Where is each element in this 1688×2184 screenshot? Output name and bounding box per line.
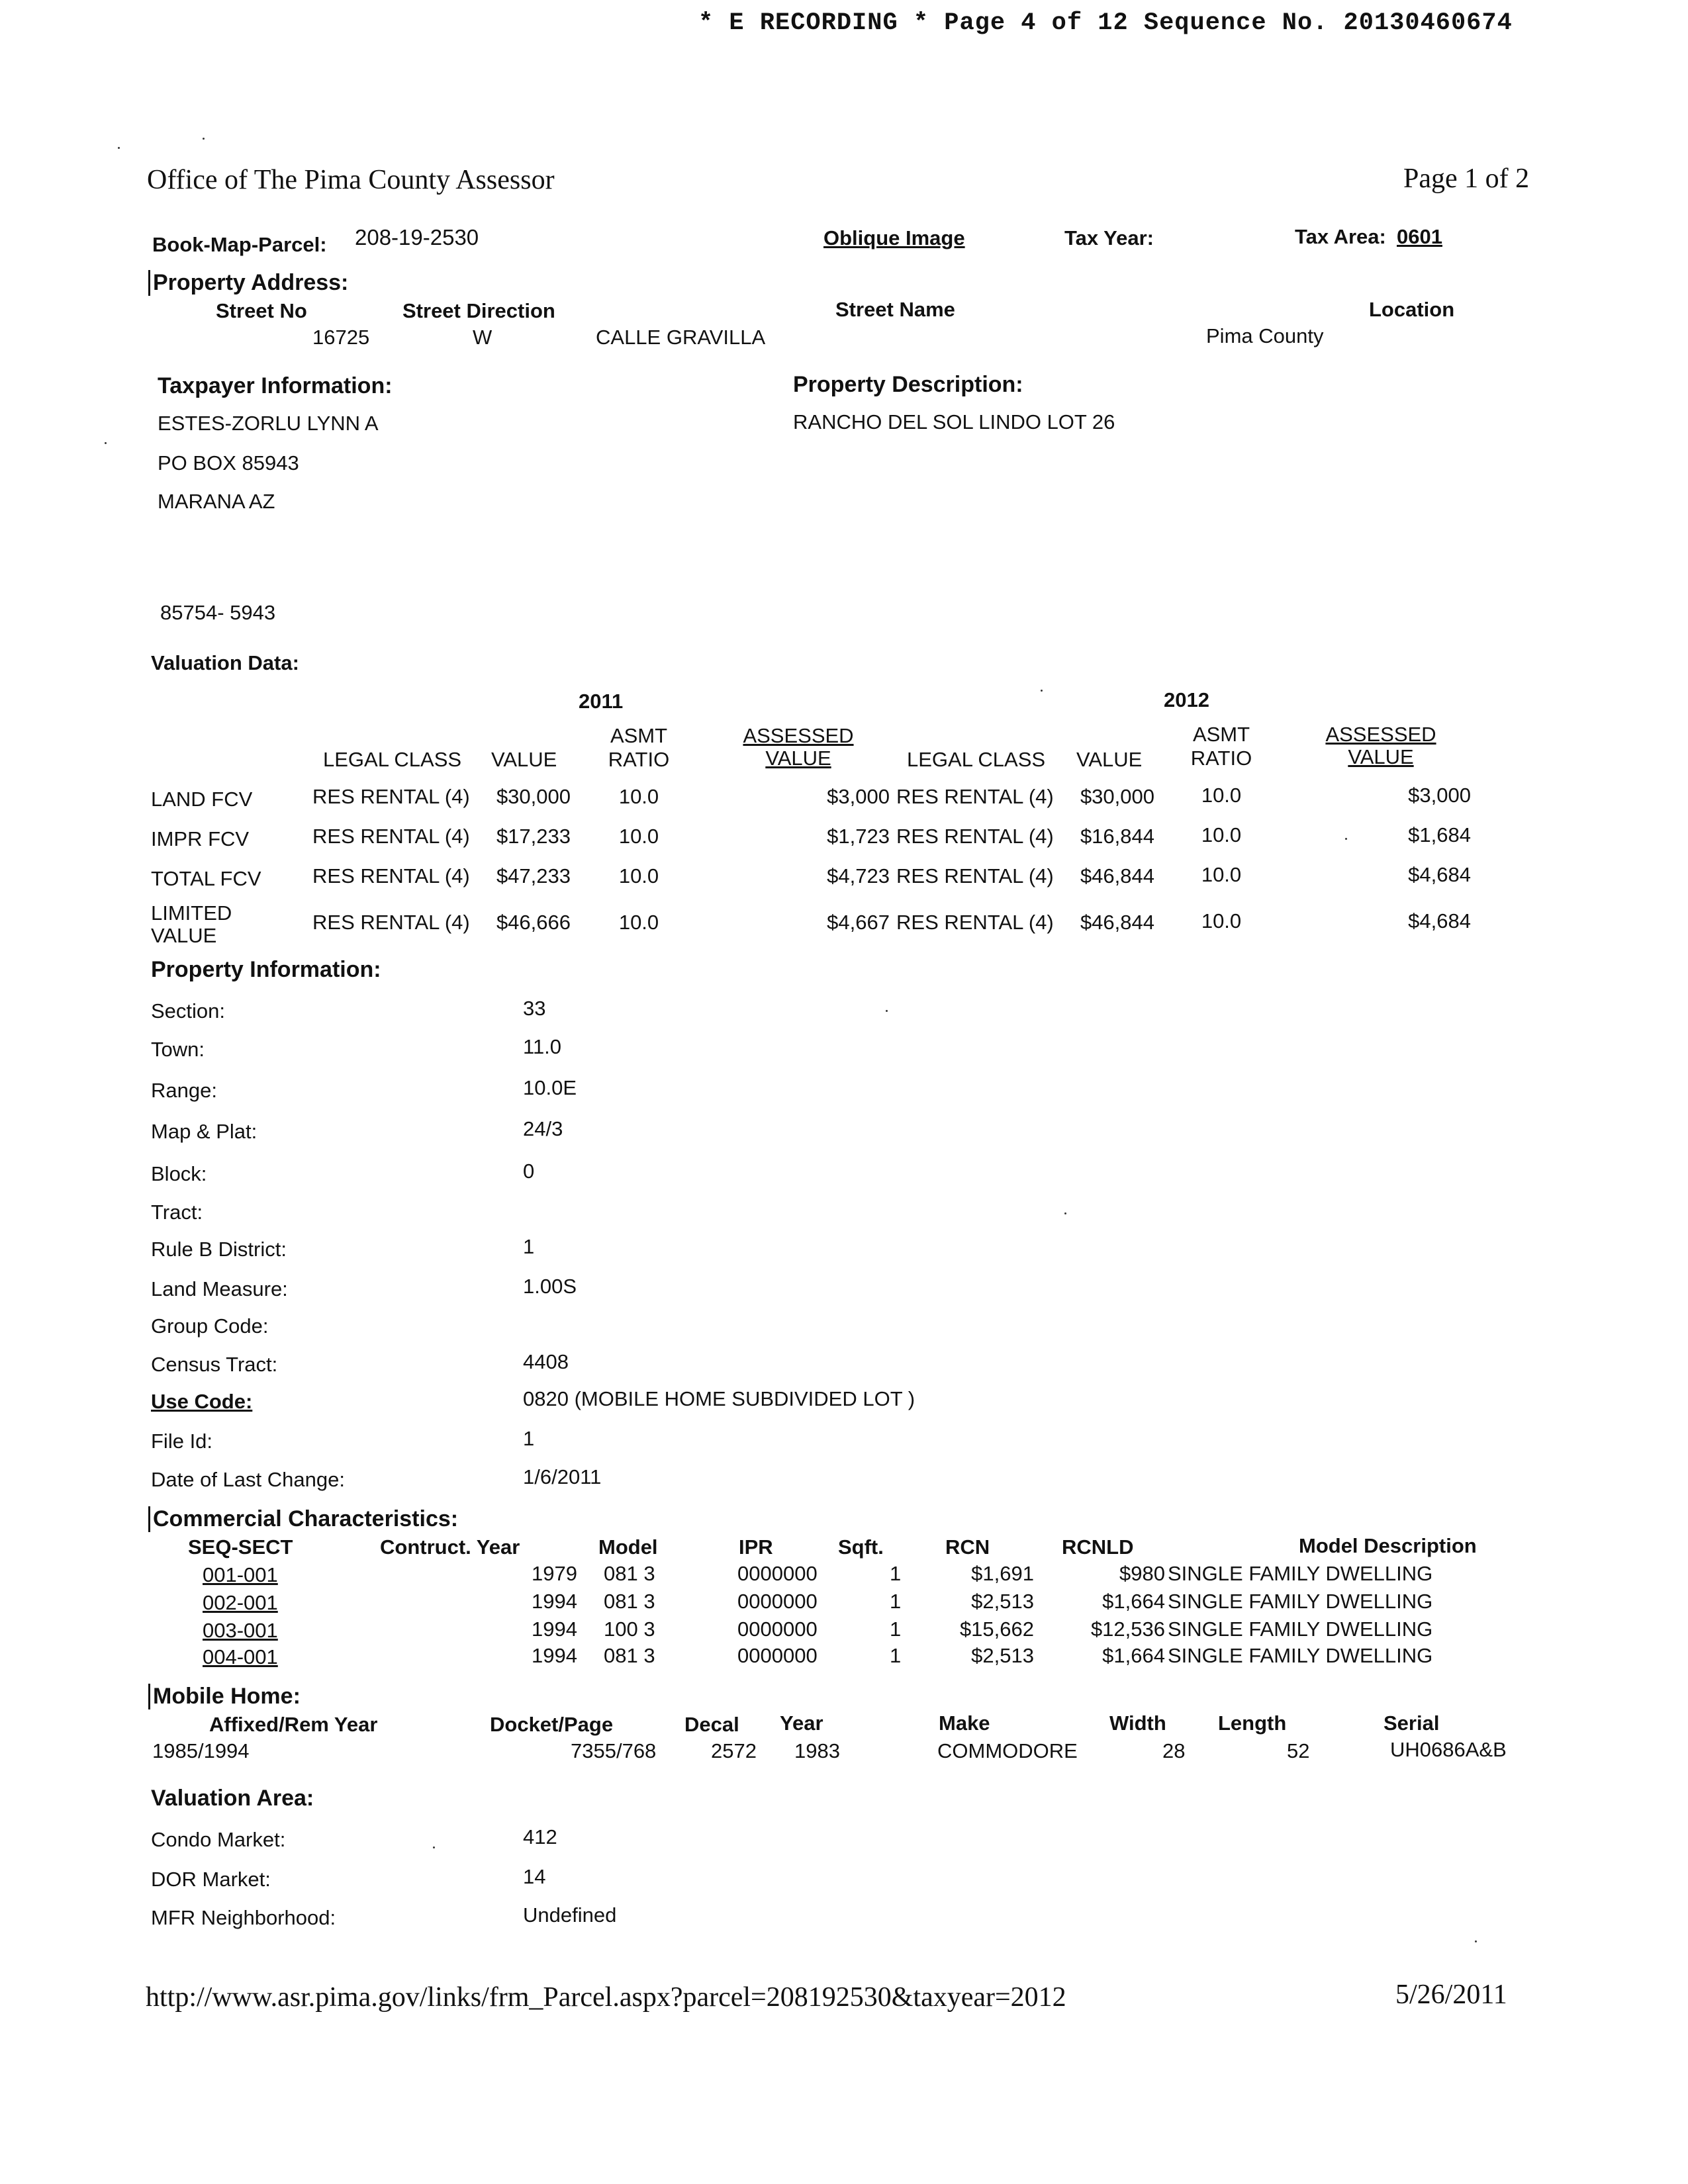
rcn: $1,691 (971, 1562, 1034, 1585)
ratio-2012: 10.0 (1201, 784, 1242, 807)
model: 081 3 (604, 1644, 655, 1667)
property-info-value: 24/3 (523, 1117, 563, 1140)
header-affixed-rem-year: Affixed/Rem Year (209, 1713, 378, 1736)
mobile-home-title: Mobile Home: (148, 1684, 301, 1709)
mh-year: 1983 (794, 1739, 840, 1762)
scan-speck (1475, 1940, 1477, 1942)
header-width: Width (1109, 1711, 1166, 1735)
property-info-value: 1/6/2011 (523, 1465, 602, 1488)
header-legal-class-2012: LEGAL CLASS (907, 748, 1046, 771)
property-info-label: Section: (151, 999, 226, 1023)
model: 081 3 (604, 1562, 655, 1585)
taxpayer-zip: 85754- 5943 (160, 601, 276, 624)
property-info-value: 0820 (MOBILE HOME SUBDIVIDED LOT ) (523, 1387, 915, 1410)
legal-class-2012: RES RENTAL (4) (896, 825, 1054, 848)
scan-speck (105, 442, 107, 444)
valuation-area-title: Valuation Area: (151, 1786, 314, 1811)
mh-width: 28 (1162, 1739, 1186, 1762)
tax-year-label: Tax Year: (1064, 226, 1154, 250)
assessed-value-2011: $4,723 (827, 864, 890, 887)
ipr: 0000000 (737, 1562, 818, 1585)
scan-speck (886, 1010, 888, 1012)
property-info-value: 0 (523, 1160, 535, 1183)
header-decal: Decal (684, 1713, 739, 1736)
property-info-label: Rule B District: (151, 1238, 287, 1261)
model-description: SINGLE FAMILY DWELLING (1168, 1617, 1433, 1641)
parcel-number: 208-19-2530 (355, 225, 479, 250)
property-info-label: Date of Last Change: (151, 1468, 345, 1491)
model: 100 3 (604, 1617, 655, 1641)
legal-class-2011: RES RENTAL (4) (312, 911, 470, 934)
value-2012: $46,844 (1080, 911, 1154, 934)
header-ratio-2012: RATIO (1190, 747, 1252, 770)
page-indicator: Page 1 of 2 (1403, 163, 1530, 194)
property-info-value: 33 (523, 997, 546, 1020)
property-info-label: Tract: (151, 1201, 203, 1224)
valuation-area-value: 14 (523, 1865, 546, 1888)
header-seq-sect: SEQ-SECT (188, 1535, 293, 1559)
scan-speck (1345, 838, 1347, 840)
assessed-value-2011: $3,000 (827, 785, 890, 808)
construct-year: 1979 (532, 1562, 577, 1585)
property-info-label: Range: (151, 1079, 217, 1102)
legal-class-2012: RES RENTAL (4) (896, 911, 1054, 934)
legal-class-2011: RES RENTAL (4) (312, 864, 470, 887)
mh-length: 52 (1287, 1739, 1310, 1762)
property-info-label: Block: (151, 1162, 207, 1185)
rcnld: $12,536 (1090, 1617, 1165, 1641)
assessed-value-2012: $3,000 (1408, 784, 1471, 807)
assessed-value-2011: $4,667 (827, 911, 890, 934)
property-info-value: 11.0 (523, 1035, 562, 1058)
header-rcn: RCN (945, 1535, 990, 1559)
header-assessed-2011: ASSESSED (743, 724, 854, 747)
legal-class-2012: RES RENTAL (4) (896, 785, 1054, 808)
header-asmt-2011: ASMT (610, 724, 668, 747)
header-value-2012: VALUE (1076, 748, 1143, 771)
model-description: SINGLE FAMILY DWELLING (1168, 1644, 1433, 1667)
scan-speck (1041, 690, 1043, 692)
model-description: SINGLE FAMILY DWELLING (1168, 1562, 1433, 1585)
header-construct-year: Contruct. Year (380, 1535, 520, 1559)
header-rcnld: RCNLD (1062, 1535, 1134, 1559)
property-description-text: RANCHO DEL SOL LINDO LOT 26 (793, 410, 1115, 433)
rcnld: $1,664 (1102, 1644, 1165, 1667)
commercial-title: Commercial Characteristics: (148, 1506, 458, 1532)
office-title: Office of The Pima County Assessor (147, 165, 555, 195)
construct-year: 1994 (532, 1590, 577, 1613)
recording-header: * E RECORDING * Page 4 of 12 Sequence No. 20130460674 (698, 9, 1513, 37)
mh-affixed-rem-year: 1985/1994 (152, 1739, 250, 1762)
header-assessed-value-2011: VALUE (765, 747, 831, 770)
street-direction: W (473, 326, 492, 349)
ipr: 0000000 (737, 1617, 818, 1641)
property-description-title: Property Description: (793, 372, 1023, 397)
property-info-value: 4408 (523, 1350, 569, 1373)
value-2011: $47,233 (496, 864, 571, 887)
value-2012: $46,844 (1080, 864, 1154, 887)
tax-area-label: Tax Area: (1295, 225, 1386, 248)
seq-sect-link[interactable]: 001-001 (203, 1563, 278, 1586)
sqft: 1 (890, 1617, 902, 1641)
ipr: 0000000 (737, 1590, 818, 1613)
seq-sect-link[interactable]: 003-001 (203, 1619, 278, 1642)
header-ipr: IPR (739, 1535, 773, 1559)
legal-class-2011: RES RENTAL (4) (312, 785, 470, 808)
header-model: Model (598, 1535, 658, 1559)
ratio-2012: 10.0 (1201, 823, 1242, 846)
sqft: 1 (890, 1562, 902, 1585)
rcnld: $980 (1119, 1562, 1165, 1585)
header-value-2011: VALUE (491, 748, 557, 771)
header-docket-page: Docket/Page (490, 1713, 614, 1736)
valuation-row-label: LIMITED (151, 901, 232, 925)
value-2012: $30,000 (1080, 785, 1154, 808)
property-info-value: 1 (523, 1427, 535, 1450)
property-info-value: 1 (523, 1235, 535, 1258)
property-info-label: Town: (151, 1038, 205, 1061)
property-info-value: 1.00S (523, 1275, 577, 1298)
location: Pima County (1206, 324, 1324, 347)
header-ratio-2011: RATIO (608, 748, 670, 771)
taxpayer-address-1: PO BOX 85943 (158, 451, 299, 475)
valuation-title: Valuation Data: (151, 651, 299, 674)
header-asmt-2012: ASMT (1192, 723, 1250, 746)
property-address-title: Property Address: (148, 270, 348, 296)
property-info-label: Group Code: (151, 1314, 269, 1338)
mh-serial: UH0686A&B (1390, 1738, 1507, 1761)
valuation-row-label: LAND FCV (151, 788, 253, 811)
rcn: $15,662 (959, 1617, 1034, 1641)
header-location: Location (1369, 298, 1455, 321)
ratio-2011: 10.0 (618, 911, 659, 934)
taxpayer-title: Taxpayer Information: (158, 373, 393, 398)
header-street-name: Street Name (835, 298, 955, 321)
taxpayer-name: ESTES-ZORLU LYNN A (158, 412, 379, 435)
ipr: 0000000 (737, 1644, 818, 1667)
valuation-area-value: Undefined (523, 1903, 617, 1927)
footer-url[interactable]: http://www.asr.pima.gov/links/frm_Parcel.aspx?parcel=208192530&taxyear=2012 (146, 1982, 1066, 2013)
header-sqft: Sqft. (838, 1535, 884, 1559)
rcn: $2,513 (971, 1590, 1034, 1613)
construct-year: 1994 (532, 1644, 577, 1667)
property-info-value: 10.0E (523, 1076, 577, 1099)
sqft: 1 (890, 1644, 902, 1667)
assessed-value-2011: $1,723 (827, 825, 890, 848)
sqft: 1 (890, 1590, 902, 1613)
header-street-direction: Street Direction (402, 299, 555, 322)
valuation-area-label: MFR Neighborhood: (151, 1906, 336, 1929)
use-code-link[interactable]: Use Code: (151, 1390, 253, 1413)
oblique-image-link[interactable]: Oblique Image (823, 226, 965, 250)
valuation-row-label: TOTAL FCV (151, 867, 261, 890)
header-model-description: Model Description (1299, 1534, 1477, 1557)
valuation-area-value: 412 (523, 1825, 557, 1848)
header-assessed-2012: ASSESSED (1325, 723, 1436, 746)
assessed-value-2012: $4,684 (1408, 863, 1471, 886)
valuation-area-label: Condo Market: (151, 1828, 286, 1851)
scan-speck (203, 138, 205, 140)
value-2011: $17,233 (496, 825, 571, 848)
header-make: Make (939, 1711, 990, 1735)
parcel-label: Book-Map-Parcel: (152, 233, 327, 256)
header-length: Length (1218, 1711, 1287, 1735)
property-info-label: Map & Plat: (151, 1120, 258, 1143)
valuation-row-label-2: VALUE (151, 924, 217, 947)
assessed-value-2012: $4,684 (1408, 909, 1471, 933)
value-2011: $30,000 (496, 785, 571, 808)
property-info-label: File Id: (151, 1430, 213, 1453)
header-assessed-value-2012: VALUE (1348, 745, 1414, 768)
street-name: CALLE GRAVILLA (596, 326, 766, 349)
header-mh-year: Year (780, 1711, 823, 1735)
valuation-year-2012: 2012 (1164, 688, 1209, 711)
property-info-title: Property Information: (151, 957, 381, 982)
model: 081 3 (604, 1590, 655, 1613)
header-street-no: Street No (216, 299, 307, 322)
valuation-row-label: IMPR FCV (151, 827, 250, 850)
mh-make: COMMODORE (937, 1739, 1078, 1762)
scan-speck (1064, 1212, 1066, 1214)
ratio-2011: 10.0 (618, 825, 659, 848)
property-info-label: Census Tract: (151, 1353, 278, 1376)
value-2012: $16,844 (1080, 825, 1154, 848)
mh-decal: 2572 (711, 1739, 757, 1762)
taxpayer-address-2: MARANA AZ (158, 490, 275, 513)
assessed-value-2012: $1,684 (1408, 823, 1471, 846)
ratio-2012: 10.0 (1201, 909, 1242, 933)
legal-class-2011: RES RENTAL (4) (312, 825, 470, 848)
property-info-label: Land Measure: (151, 1277, 288, 1300)
street-no: 16725 (312, 326, 370, 349)
header-legal-class-2011: LEGAL CLASS (323, 748, 462, 771)
valuation-year-2011: 2011 (579, 690, 624, 713)
scan-speck (118, 147, 120, 149)
ratio-2011: 10.0 (618, 864, 659, 887)
rcnld: $1,664 (1102, 1590, 1165, 1613)
construct-year: 1994 (532, 1617, 577, 1641)
scan-speck (433, 1846, 435, 1848)
ratio-2011: 10.0 (618, 785, 659, 808)
ratio-2012: 10.0 (1201, 863, 1242, 886)
valuation-area-label: DOR Market: (151, 1868, 271, 1891)
rcn: $2,513 (971, 1644, 1034, 1667)
value-2011: $46,666 (496, 911, 571, 934)
legal-class-2012: RES RENTAL (4) (896, 864, 1054, 887)
model-description: SINGLE FAMILY DWELLING (1168, 1590, 1433, 1613)
footer-date: 5/26/2011 (1395, 1979, 1507, 2010)
seq-sect-link[interactable]: 004-001 (203, 1645, 278, 1668)
seq-sect-link[interactable]: 002-001 (203, 1591, 278, 1614)
mh-docket-page: 7355/768 (571, 1739, 657, 1762)
header-serial: Serial (1383, 1711, 1440, 1735)
tax-area-link[interactable]: 0601 (1397, 225, 1442, 248)
